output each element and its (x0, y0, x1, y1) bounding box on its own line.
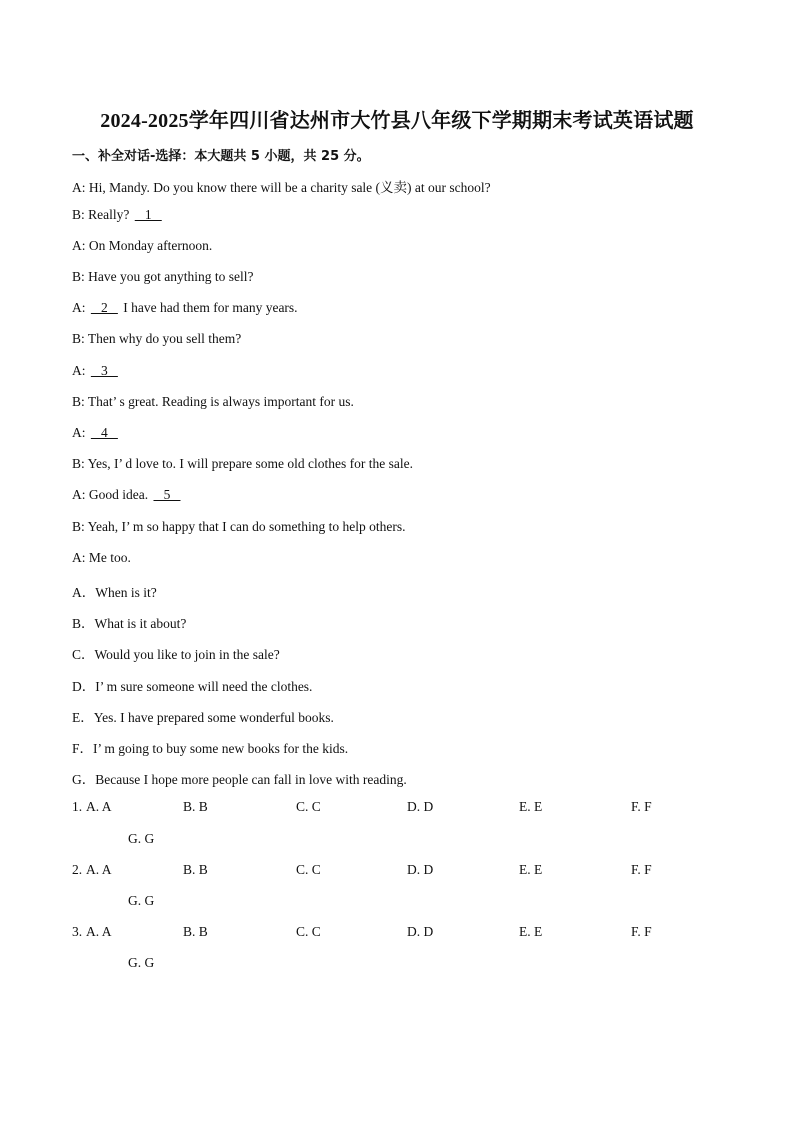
option-c[interactable]: C. C (296, 799, 321, 814)
answer-blank-2: 2 (90, 300, 118, 315)
choice-f: F．I’ m going to buy some new books for the kids. (72, 741, 349, 756)
option-a[interactable]: A. A (86, 799, 112, 814)
section-heading: 一、补全对话-选择：本大题共 5 小题，共 25 分。 (72, 149, 370, 164)
answer-blank-4: 4 (90, 425, 118, 440)
choice-a: A．When is it? (72, 585, 157, 600)
dialogue-text: Really? (88, 207, 130, 222)
dialogue-line (72, 207, 164, 223)
answer-blank-1: 1 (134, 207, 162, 222)
question-number: 3. (72, 924, 83, 939)
dialogue-line (72, 363, 120, 379)
dialogue-line (72, 487, 182, 503)
option-c[interactable]: C. C (296, 924, 321, 939)
dialogue-line (72, 394, 354, 410)
dialogue-text: Have you got anything to sell? (88, 269, 254, 284)
speaker-label: B: (72, 269, 85, 284)
option-d[interactable]: D. D (407, 799, 434, 814)
speaker-label: A: (72, 180, 86, 195)
dialogue-line (72, 331, 241, 347)
question-number: 2. (72, 862, 83, 877)
choice-c: C．Would you like to join in the sale? (72, 647, 280, 662)
dialogue-line (72, 269, 253, 285)
page-title: 2024-2025学年四川省达州市大竹县八年级下学期期末考试英语试题 (100, 110, 694, 132)
speaker-label: A: (72, 238, 86, 253)
dialogue-text: On Monday afternoon. (88, 238, 213, 253)
option-g[interactable]: G. G (128, 831, 155, 846)
dialogue-text: Good idea. (88, 487, 149, 502)
dialogue-line (72, 176, 491, 196)
choice-d: D．I’ m sure someone will need the clothes. (72, 679, 313, 694)
speaker-label: A: (72, 425, 86, 440)
speaker-label: B: (72, 207, 85, 222)
question-number: 1. (72, 799, 83, 814)
dialogue-line (72, 550, 131, 566)
dialogue-text: Then why do you sell them? (87, 331, 242, 346)
dialogue-line (72, 300, 298, 316)
option-a[interactable]: A. A (86, 862, 112, 877)
option-f[interactable]: F. F (631, 924, 652, 939)
dialogue-line (72, 425, 120, 441)
choice-g: G．Because I hope more people can fall in love with reading. (72, 772, 407, 787)
option-e[interactable]: E. E (519, 924, 543, 939)
option-d[interactable]: D. D (407, 924, 434, 939)
speaker-label: A: (72, 487, 86, 502)
dialogue-text: Hi, Mandy. Do you know there will be a charity sale (义卖) at our school? (88, 180, 491, 195)
dialogue-text: Yes, I’ d love to. I will prepare some old clothes for the sale. (87, 456, 413, 471)
dialogue-text: That’ s great. Reading is always important for us. (87, 394, 354, 409)
option-b[interactable]: B. B (183, 924, 208, 939)
option-a[interactable]: A. A (86, 924, 112, 939)
option-f[interactable]: F. F (631, 862, 652, 877)
answer-blank-5: 5 (153, 487, 181, 502)
option-b[interactable]: B. B (183, 799, 208, 814)
option-g[interactable]: G. G (128, 955, 155, 970)
speaker-label: B: (72, 394, 85, 409)
option-d[interactable]: D. D (407, 862, 434, 877)
option-b[interactable]: B. B (183, 862, 208, 877)
speaker-label: B: (72, 331, 85, 346)
dialogue-line (72, 238, 212, 254)
speaker-label: B: (72, 519, 85, 534)
option-f[interactable]: F. F (631, 799, 652, 814)
dialogue-text: I have had them for many years. (123, 300, 298, 315)
option-c[interactable]: C. C (296, 862, 321, 877)
option-g[interactable]: G. G (128, 893, 155, 908)
speaker-label: A: (72, 300, 86, 315)
dialogue-line (72, 456, 413, 472)
speaker-label: B: (72, 456, 85, 471)
dialogue-line (72, 519, 405, 535)
option-e[interactable]: E. E (519, 862, 543, 877)
choice-b: B．What is it about? (72, 616, 187, 631)
option-e[interactable]: E. E (519, 799, 543, 814)
dialogue-text: Me too. (88, 550, 131, 565)
choice-e: E．Yes. I have prepared some wonderful books. (72, 710, 334, 725)
answer-blank-3: 3 (90, 363, 118, 378)
speaker-label: A: (72, 363, 86, 378)
speaker-label: A: (72, 550, 86, 565)
dialogue-text: Yeah, I’ m so happy that I can do something to help others. (87, 519, 406, 534)
